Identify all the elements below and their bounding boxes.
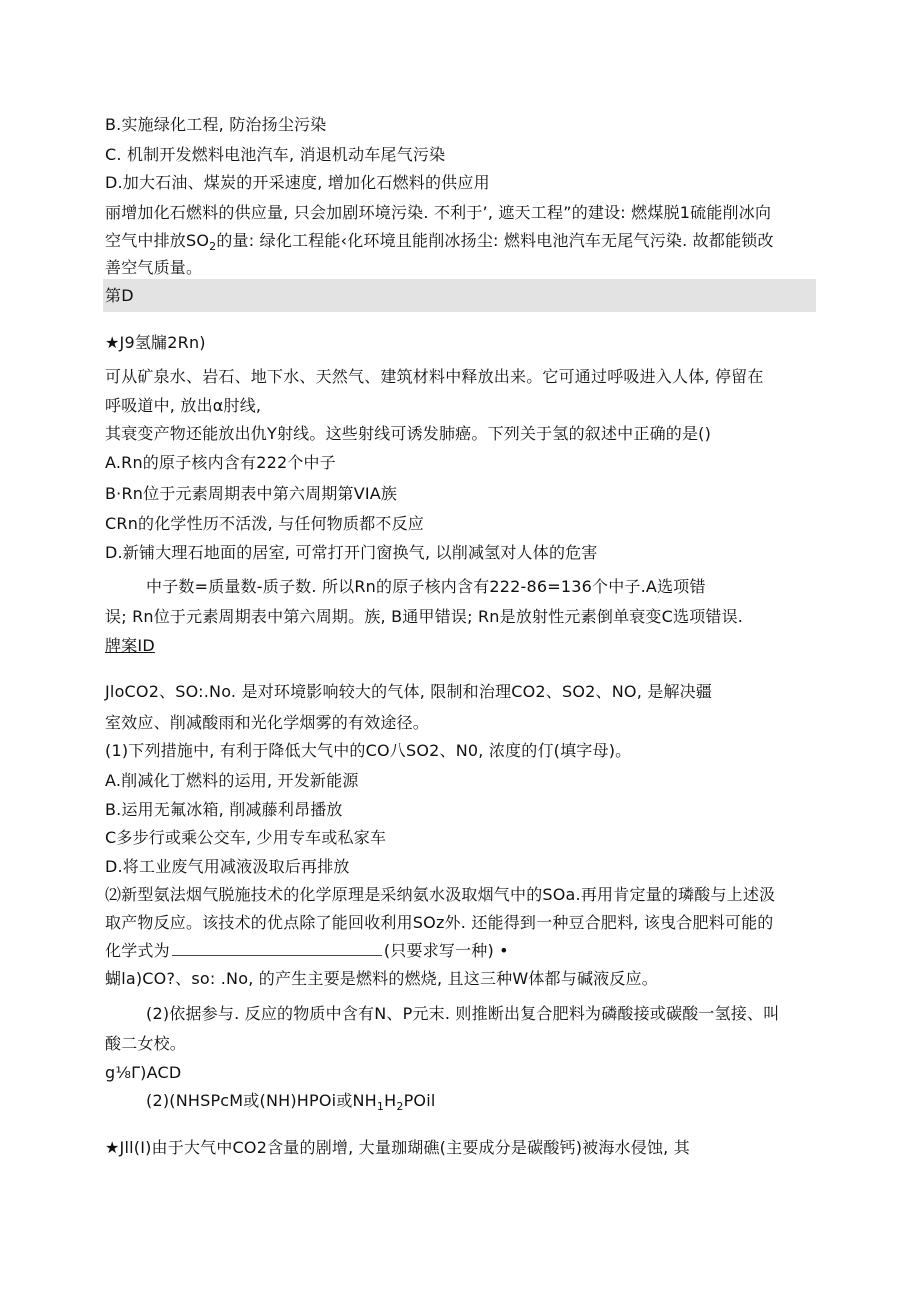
- q2-option-c: CRn的化学性历不活泼, 与任何物质都不反应: [105, 514, 425, 533]
- q3-option-b: B.运用无氟冰箱, 削减藤利昂播放: [105, 800, 343, 819]
- q3-part-2-line-2: 取产物反应。该技术的优点除了能回收利用SOz外. 还能得到一种豆合肥料, 该曳合肥料可能的: [105, 913, 774, 932]
- q1-option-c: C. 机制开发燃料电池汽车, 消退机动车尾气污染: [105, 145, 446, 164]
- q3-part-2-line-3: 化学式为 (只要求写一种) •: [105, 941, 509, 960]
- q1-explanation-line-1: 丽增加化石燃料的供应量, 只会加剧环境污染. 不利于’, 遮天工程”的建设: 燃煤脱1硫能削冰向: [105, 203, 772, 222]
- q2-explanation-line-1: 中子数=质量数-质子数. 所以Rn的原子核内含有222-86=136个中子.A选项错: [146, 577, 706, 596]
- q2-option-a: A.Rn的原子核内含有222个中子: [105, 453, 336, 472]
- q3-answer-2: (2)(NHSPcM或(NH)HPOi或$NH_1H_2POil$: [146, 1091, 436, 1114]
- q1-answer: 第D: [105, 286, 134, 305]
- q3-option-d: D.将工业废气用减液汲取后再排放: [105, 857, 350, 876]
- q2-explanation-line-2: 误; Rn位于元素周期表中第六周期。族, B通甲错误; Rn是放射性元素倒单衰变C选项错误.: [105, 607, 744, 626]
- q2-option-d: D.新铺大理石地面的居室, 可常打开门窗换气, 以削减氢对人体的危害: [105, 543, 598, 562]
- q1-explanation-line-3: 善空气质量。: [105, 258, 203, 277]
- q3-option-c: C多步行或乘公交车, 少用专车或私家车: [105, 828, 387, 847]
- q1-option-d: D.加大石油、煤炭的开采速度, 增加化石燃料的供应用: [105, 173, 490, 192]
- q3-stem-line-2: 室效应、削减酸雨和光化学烟雾的有效途径。: [105, 713, 430, 732]
- q3-option-a: A.削减化丁燃料的运用, 开发新能源: [105, 771, 359, 790]
- q2-option-b: B·Rn位于元素周期表中第六周期第VIA族: [105, 484, 398, 503]
- q2-stem-line-1: 可从矿泉水、岩石、地下水、天然气、建筑材料中释放出来。它可通过呼吸进入人体, 停留在: [105, 367, 764, 386]
- q3-explanation-line-2: (2)依据参与. 反应的物质中含有N、P元末. 则推断出复合肥料为磷酸接或碳酸一氢接、叫: [146, 1004, 780, 1023]
- q4-stem-line-1: ★Jll(I)由于大气中CO2含量的剧增, 大量珈瑚礁(主要成分是碳酸钙)被海水侵蚀, 其: [105, 1138, 690, 1157]
- q3-part-1: (1)下列措施中, 有利于降低大气中的CO八SO2、N0, 浓度的仃(填字母)。: [105, 741, 632, 760]
- q2-stem-line-2: 呼吸道中, 放出α肘线,: [105, 396, 262, 415]
- answer-highlight-bar: [103, 279, 816, 312]
- q3-explanation-line-3: 酸二女校。: [105, 1034, 187, 1053]
- q3-part-2-line-1: ⑵新型氨法烟气脱施技术的化学原理是采纳氨水汲取烟气中的SOa.再用肯定量的璘酸与上述汲: [105, 885, 776, 904]
- q3-answer-1: g⅛Γ)ACD: [105, 1063, 182, 1082]
- q1-explanation-line-2: 空气中排放$SO_2$的量: 绿化工程能‹化环境且能削冰扬尘: 燃料电池汽车无尾气污染. 故都能锁改: [105, 231, 774, 254]
- q3-explanation-line-1: 蝴la)CO?、so: .No, 的产生主要是燃料的燃烧, 且这三种W体都与碱液反应。: [105, 969, 658, 988]
- q1-option-b: B.实施绿化工程, 防治扬尘污染: [105, 115, 327, 134]
- q3-stem-line-1: JloCO2、SO:.No. 是对环境影响较大的气体, 限制和治理CO2、SO2、NO, 是解决疆: [105, 682, 713, 701]
- answer-blank: [172, 941, 382, 956]
- q2-stem-line-3: 其衰变产物还能放出仇Y射线。这些射线可诱发肺癌。下列关于氢的叙述中正确的是(): [105, 424, 712, 443]
- q2-header: ★J9氢牖2Rn): [105, 333, 206, 352]
- q2-answer: 牌案ID: [105, 636, 155, 655]
